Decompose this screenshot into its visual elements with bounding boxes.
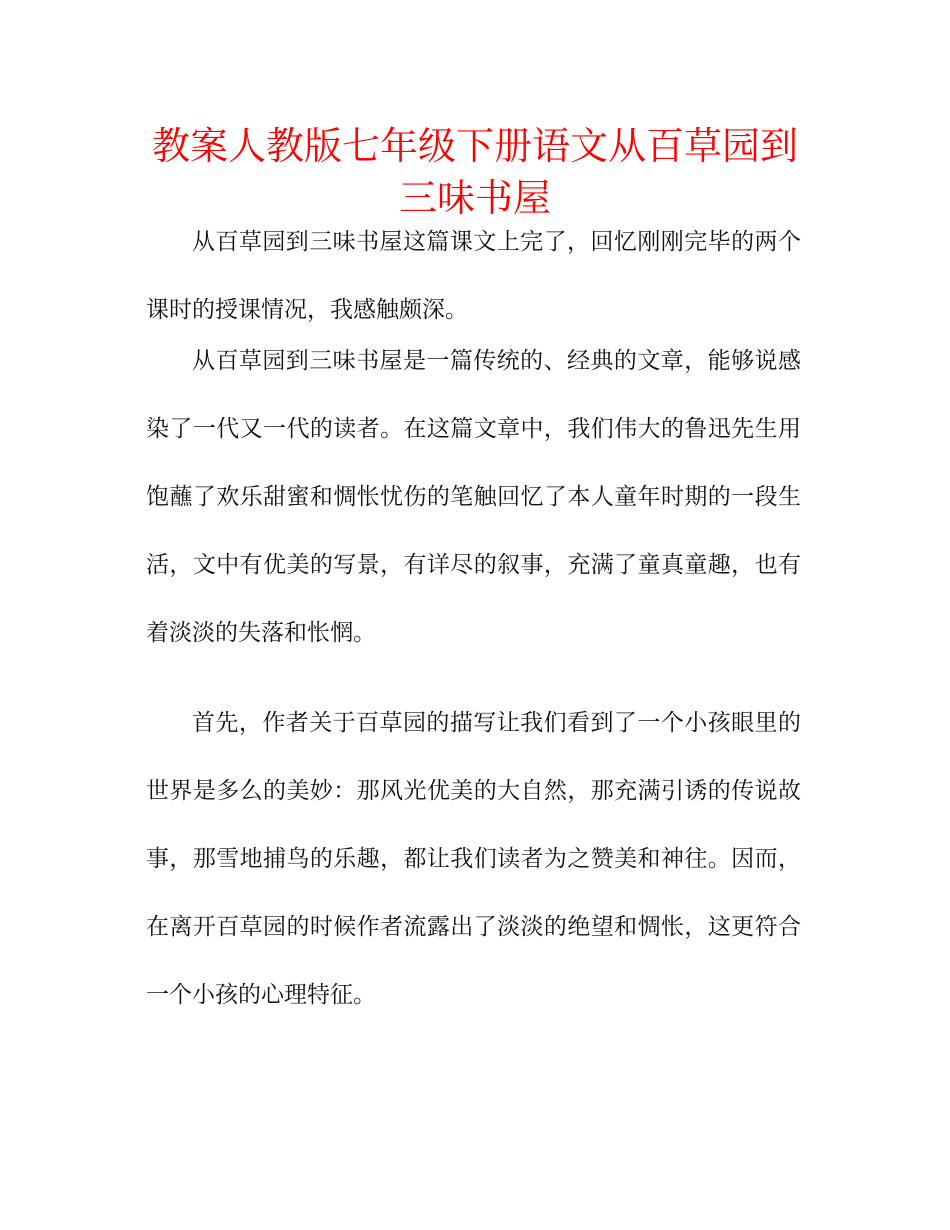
paragraph-overview: 从百草园到三味书屋是一篇传统的、经典的文章，能够说感染了一代又一代的读者。在这篇文章中，我们伟大的鲁迅先生用饱蘸了欢乐甜蜜和惆怅忧伤的笔触回忆了本人童年时期的一段生活，文中有优美的写景，有详尽的叙事，充满了童真童趣，也有着淡淡的失落和怅惘。	[146, 348, 801, 646]
paragraph-intro: 从百草园到三味书屋这篇课文上完了，回忆刚刚完毕的两个课时的授课情况，我感触颇深。	[146, 229, 801, 323]
document-title: 教案人教版七年级下册语文从百草园到三味书屋	[151, 124, 798, 220]
paragraph-baicaoyuan: 首先，作者关于百草园的描写让我们看到了一个小孩眼里的世界是多么的美妙：那风光优美的大自然，那充满引诱的传说故事，那雪地捕鸟的乐趣，都让我们读者为之赞美和神往。因而，在离开百草园的时候作者流露出了淡淡的绝望和惆怅，这更符合一个小孩的心理特征。	[146, 710, 801, 1008]
